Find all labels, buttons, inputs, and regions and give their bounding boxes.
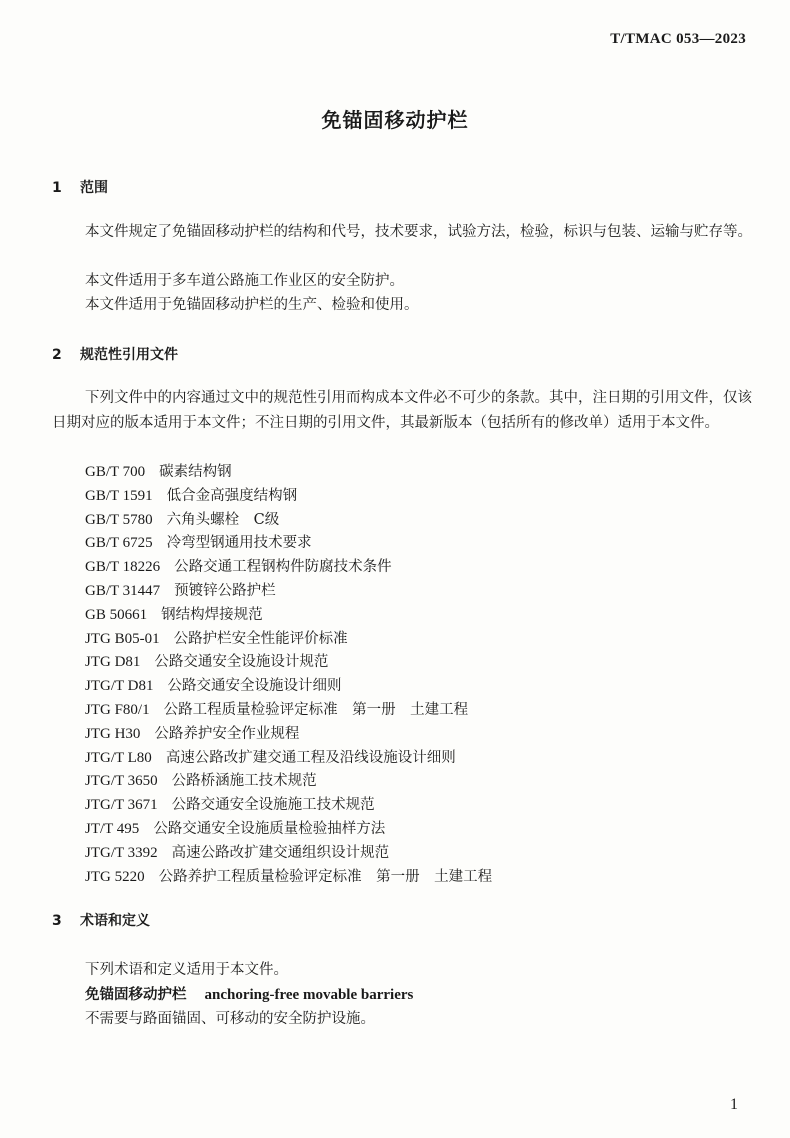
document-title: 免锚固移动护栏 xyxy=(321,108,469,132)
reference-item xyxy=(85,556,492,580)
reference-name: 公路桥涵施工技术规范 xyxy=(171,773,317,790)
reference-item xyxy=(85,699,492,723)
reference-code: JTG/T L80 xyxy=(85,749,152,766)
reference-name: 公路护栏安全性能评价标准 xyxy=(173,630,348,647)
section-3-number: 3 xyxy=(52,913,62,929)
reference-code: JT/T 495 xyxy=(85,820,140,837)
reference-name: 低合金高强度结构钢 xyxy=(166,487,298,504)
reference-item xyxy=(85,842,492,866)
section-2-intro: 下列文件中的内容通过文中的规范性引用而构成本文件必不可少的条款。其中，注日期的引用文件，仅该日期对应的版本适用于本文件；不注日期的引用文件，其最新版本（包括所有的修改单）适用于本文件。 xyxy=(52,390,752,431)
section-1-number: 1 xyxy=(52,180,62,196)
reference-item xyxy=(85,747,492,771)
page-number: 1 xyxy=(730,1096,738,1113)
reference-code: GB/T 5780 xyxy=(85,511,153,528)
reference-name: 公路交通安全设施质量检验抽样方法 xyxy=(153,820,386,837)
reference-name: 高速公路改扩建交通工程及沿线设施设计细则 xyxy=(165,749,456,766)
reference-code: JTG/T 3650 xyxy=(85,773,158,790)
reference-item xyxy=(85,818,492,842)
reference-item xyxy=(85,651,492,675)
reference-name: 高速公路改扩建交通组织设计规范 xyxy=(171,844,390,861)
reference-name: 预镀锌公路护栏 xyxy=(174,582,276,599)
reference-name: 公路工程质量检验评定标准 第一册 土建工程 xyxy=(163,701,469,718)
section-3-heading xyxy=(52,910,150,930)
section-1-title: 范围 xyxy=(80,180,108,196)
term-chinese: 免锚固移动护栏 xyxy=(85,987,187,1003)
term-english: anchoring-free movable barriers xyxy=(204,987,414,1003)
reference-name: 六角头螺栓 C级 xyxy=(166,511,280,528)
section-2-number: 2 xyxy=(52,347,62,363)
reference-item xyxy=(85,604,492,628)
reference-name: 公路养护工程质量检验评定标准 第一册 土建工程 xyxy=(158,868,493,885)
reference-code: JTG/T 3671 xyxy=(85,797,158,814)
reference-item xyxy=(85,485,492,509)
section-2-title: 规范性引用文件 xyxy=(80,347,178,363)
reference-code: JTG F80/1 xyxy=(85,701,150,718)
reference-code: GB 50661 xyxy=(85,606,148,623)
term-definition: 不需要与路面锚固、可移动的安全防护设施。 xyxy=(85,1011,375,1027)
section-1-heading xyxy=(52,177,108,197)
reference-item xyxy=(85,866,492,890)
reference-code: JTG 5220 xyxy=(85,868,145,885)
section-1-paragraph-1: 本文件规定了免锚固移动护栏的结构和代号，技术要求，试验方法，检验，标识与包装、运输与贮存等。 xyxy=(85,224,752,240)
reference-item xyxy=(85,580,492,604)
reference-code: JTG/T D81 xyxy=(85,678,154,695)
reference-code: GB/T 1591 xyxy=(85,487,153,504)
reference-item xyxy=(85,509,492,533)
reference-code: GB/T 6725 xyxy=(85,535,153,552)
reference-item xyxy=(85,794,492,818)
term-entry xyxy=(85,983,413,1004)
section-3-intro: 下列术语和定义适用于本文件。 xyxy=(85,962,288,978)
section-2-heading xyxy=(52,344,178,364)
reference-code: JTG B05-01 xyxy=(85,630,160,647)
reference-item xyxy=(85,723,492,747)
reference-item xyxy=(85,532,492,556)
reference-name: 公路交通安全设施施工技术规范 xyxy=(171,797,375,814)
reference-name: 公路交通安全设施设计细则 xyxy=(167,678,342,695)
reference-name: 公路交通安全设施设计规范 xyxy=(154,654,329,671)
section-1-paragraph-3: 本文件适用于免锚固移动护栏的生产、检验和使用。 xyxy=(85,297,419,313)
reference-item xyxy=(85,770,492,794)
reference-name: 碳素结构钢 xyxy=(159,464,232,480)
reference-code: JTG D81 xyxy=(85,654,141,671)
reference-item xyxy=(85,461,492,485)
reference-list xyxy=(85,461,492,889)
reference-code: GB/T 18226 xyxy=(85,559,161,576)
reference-item xyxy=(85,675,492,699)
reference-code: GB/T 31447 xyxy=(85,582,161,599)
reference-item xyxy=(85,628,492,652)
reference-code: JTG H30 xyxy=(85,725,141,742)
reference-name: 公路养护安全作业规程 xyxy=(154,725,300,742)
section-1-paragraph-2: 本文件适用于多车道公路施工作业区的安全防护。 xyxy=(85,273,404,289)
reference-code: GB/T 700 xyxy=(85,464,146,480)
reference-name: 公路交通工程钢构件防腐技术条件 xyxy=(174,559,392,576)
reference-code: JTG/T 3392 xyxy=(85,844,158,861)
reference-name: 钢结构焊接规范 xyxy=(161,606,263,623)
section-3-title: 术语和定义 xyxy=(80,913,150,929)
reference-name: 冷弯型钢通用技术要求 xyxy=(166,535,312,552)
standard-code: T/TMAC 053—2023 xyxy=(610,31,746,47)
